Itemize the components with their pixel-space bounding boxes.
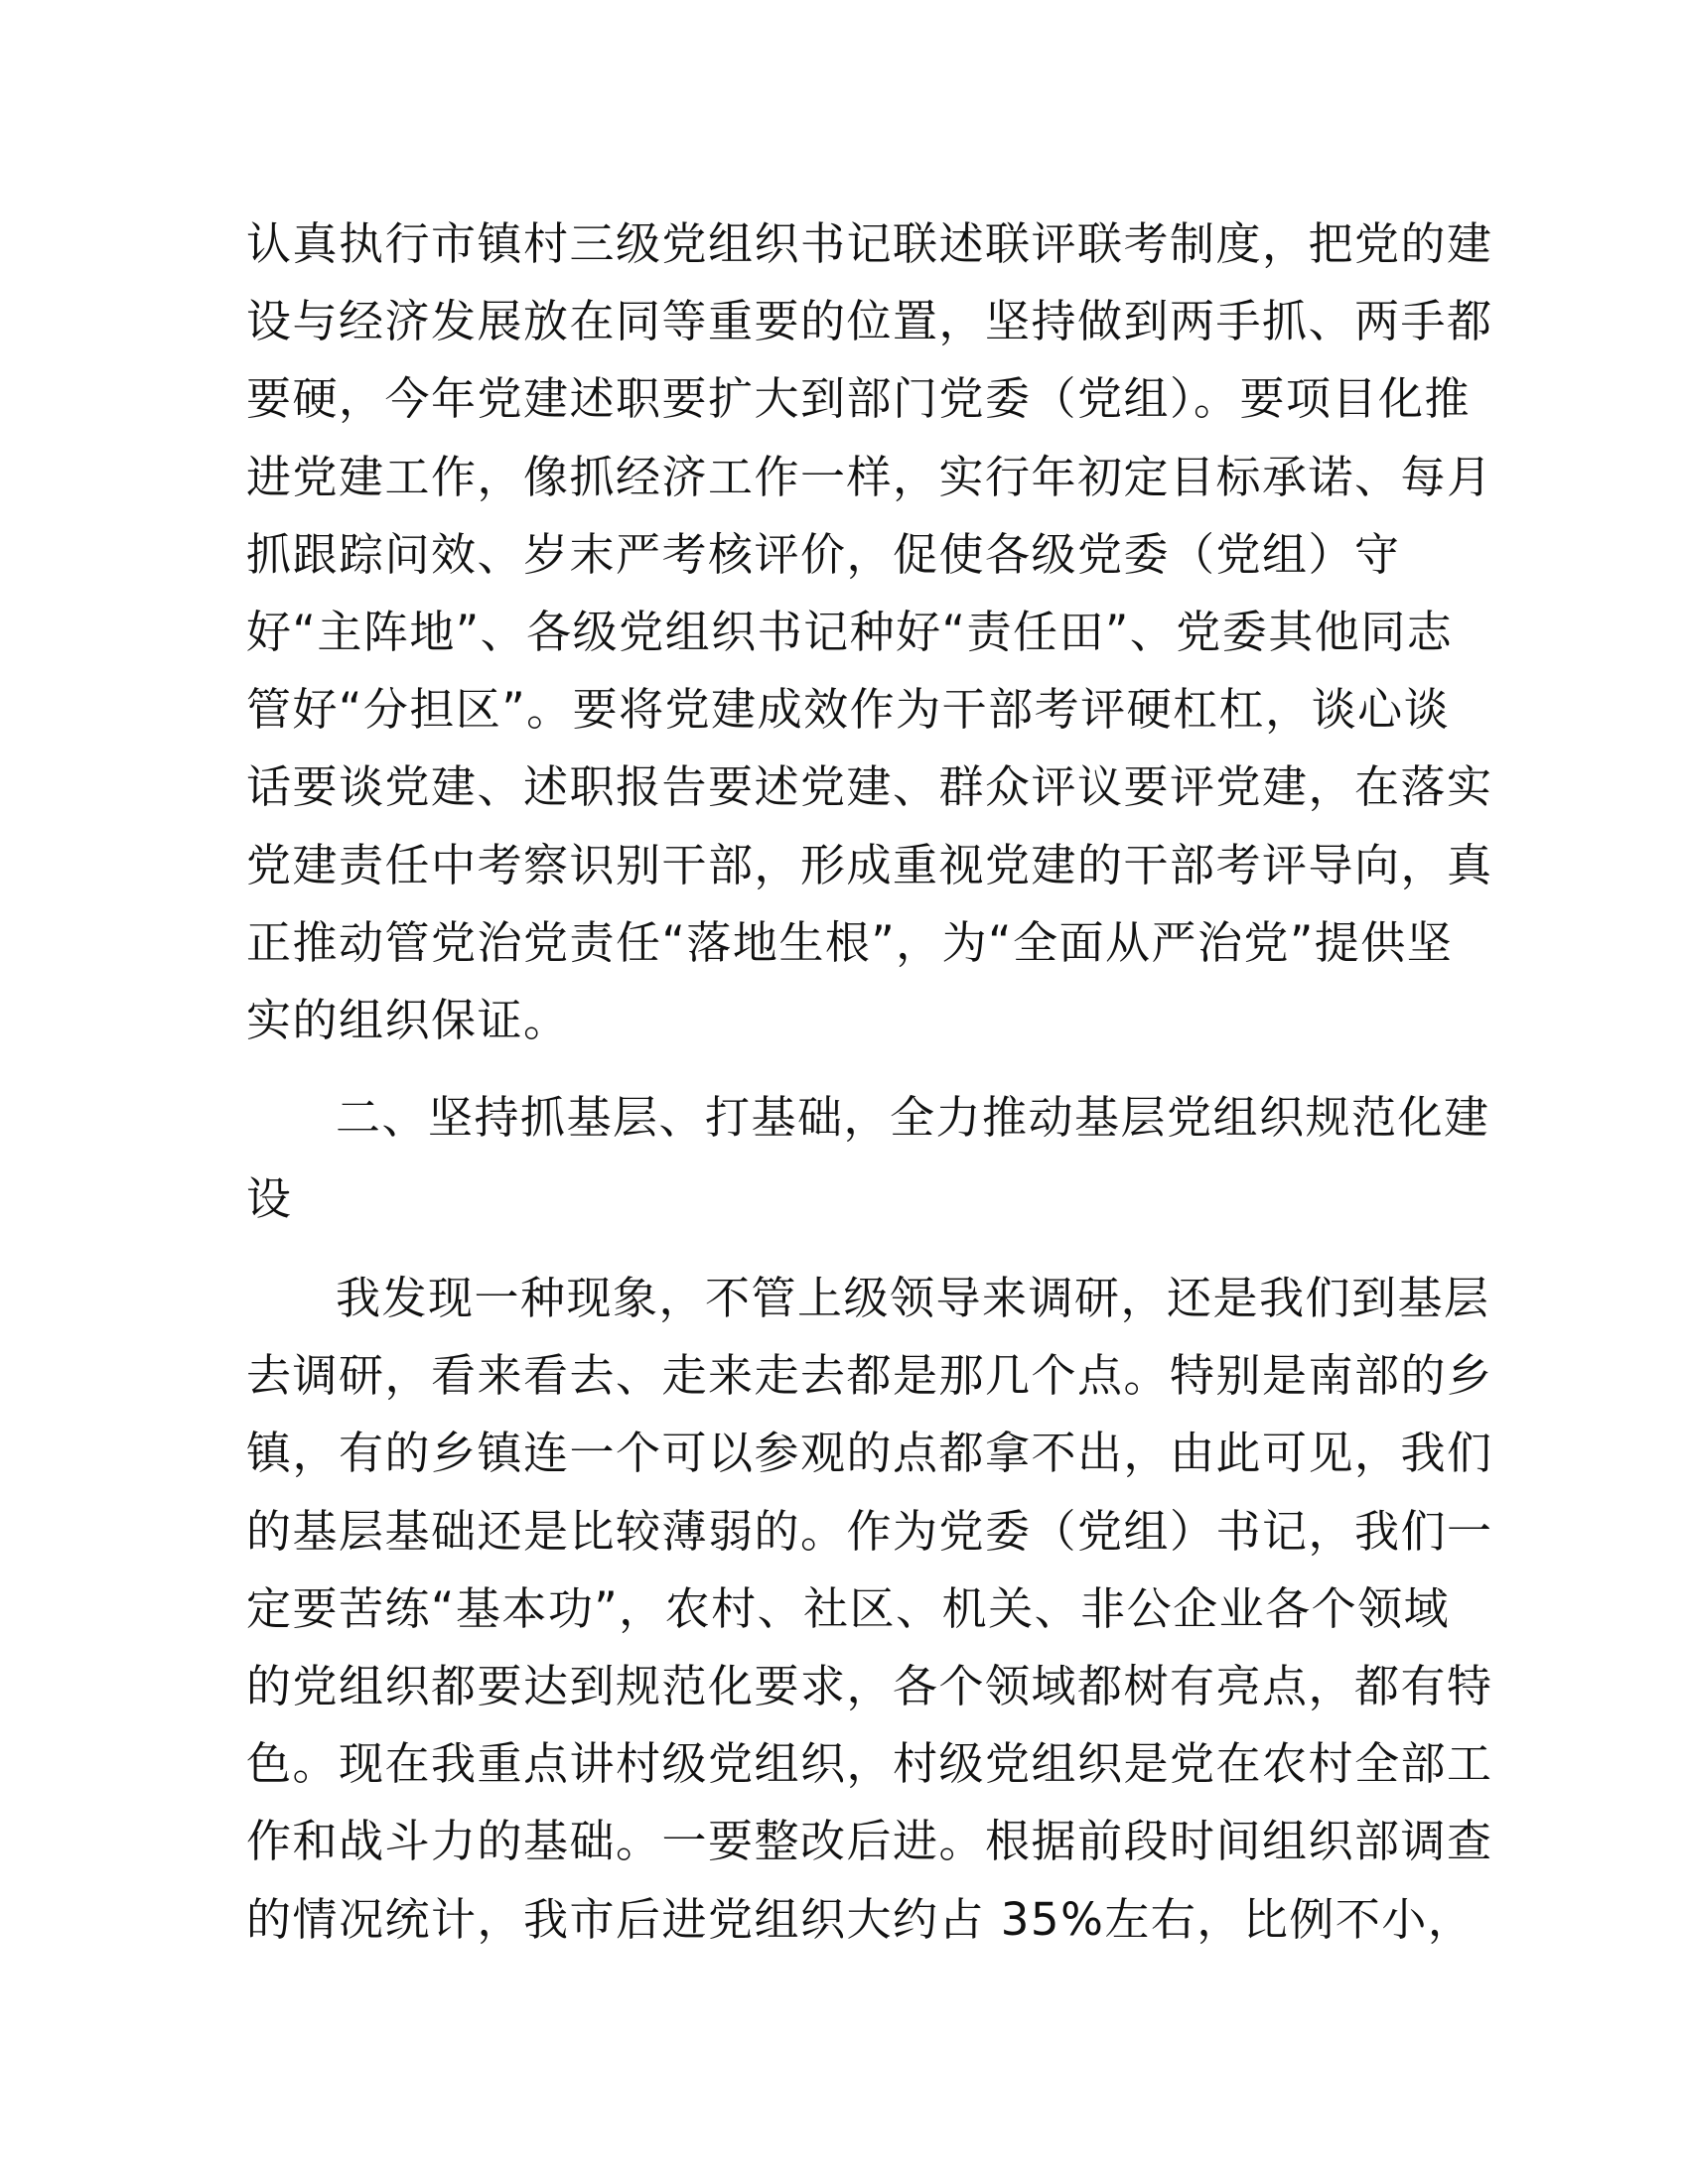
paragraph-line: 我发现一种现象，不管上级领导来调研，还是我们到基层 — [336, 1272, 1490, 1325]
paragraph-line: 的党组织都要达到规范化要求，各个领域都树有亮点，都有特 — [246, 1660, 1493, 1712]
paragraph-line: 认真执行市镇村三级党组织书记联述联评联考制度，把党的建 — [246, 217, 1493, 270]
paragraph-line: 色。现在我重点讲村级党组织，村级党组织是党在农村全部工 — [246, 1737, 1493, 1791]
document-body — [246, 205, 1493, 1959]
paragraph-line: 要硬，今年党建述职要扩大到部门党委（党组）。要项目化推 — [246, 372, 1472, 426]
paragraph-line: 的情况统计，我市后进党组织大约占 35%左右，比例不小， — [246, 1892, 1475, 1946]
paragraph-line: 好“主阵地”、各级党组织书记种好“责任田”、党委其他同志 — [246, 605, 1454, 658]
paragraph-line: 作和战斗力的基础。一要整改后进。根据前段时间组织部调查 — [246, 1815, 1493, 1868]
paragraph-line: 正推动管党治党责任“落地生根”，为“全面从严治党”提供坚 — [246, 915, 1454, 969]
paragraph-1 — [246, 205, 1493, 1059]
paragraph-line: 管好“分担区”。要将党建成效作为干部考评硬杠杠，谈心谈 — [246, 683, 1451, 737]
paragraph-line: 设与经济发展放在同等重要的位置，坚持做到两手抓、两手都 — [246, 295, 1493, 348]
paragraph-line: 定要苦练“基本功”，农村、社区、机关、非公企业各个领域 — [246, 1581, 1451, 1635]
section-heading-2 — [246, 1077, 1490, 1240]
section-heading-line: 设 — [246, 1172, 293, 1226]
paragraph-line: 进党建工作，像抓经济工作一样，实行年初定目标承诺、每月 — [246, 450, 1493, 503]
paragraph-line: 去调研，看来看去、走来走去都是那几个点。特别是南部的乡 — [246, 1349, 1493, 1403]
paragraph-line: 抓跟踪问效、岁末严考核评价，促使各级党委（党组）守 — [246, 527, 1401, 581]
paragraph-line: 实的组织保证。 — [246, 993, 570, 1046]
section-heading-line: 二、坚持抓基层、打基础，全力推动基层党组织规范化建 — [336, 1091, 1490, 1145]
paragraph-line: 镇，有的乡镇连一个可以参观的点都拿不出，由此可见，我们 — [246, 1427, 1493, 1480]
paragraph-line: 的基层基础还是比较薄弱的。作为党委（党组）书记，我们一 — [246, 1504, 1493, 1558]
paragraph-line: 党建责任中考察识别干部，形成重视党建的干部考评导向，真 — [246, 838, 1493, 891]
paragraph-2 — [246, 1260, 1493, 1959]
paragraph-line: 话要谈党建、述职报告要述党建、群众评议要评党建，在落实 — [246, 760, 1493, 814]
